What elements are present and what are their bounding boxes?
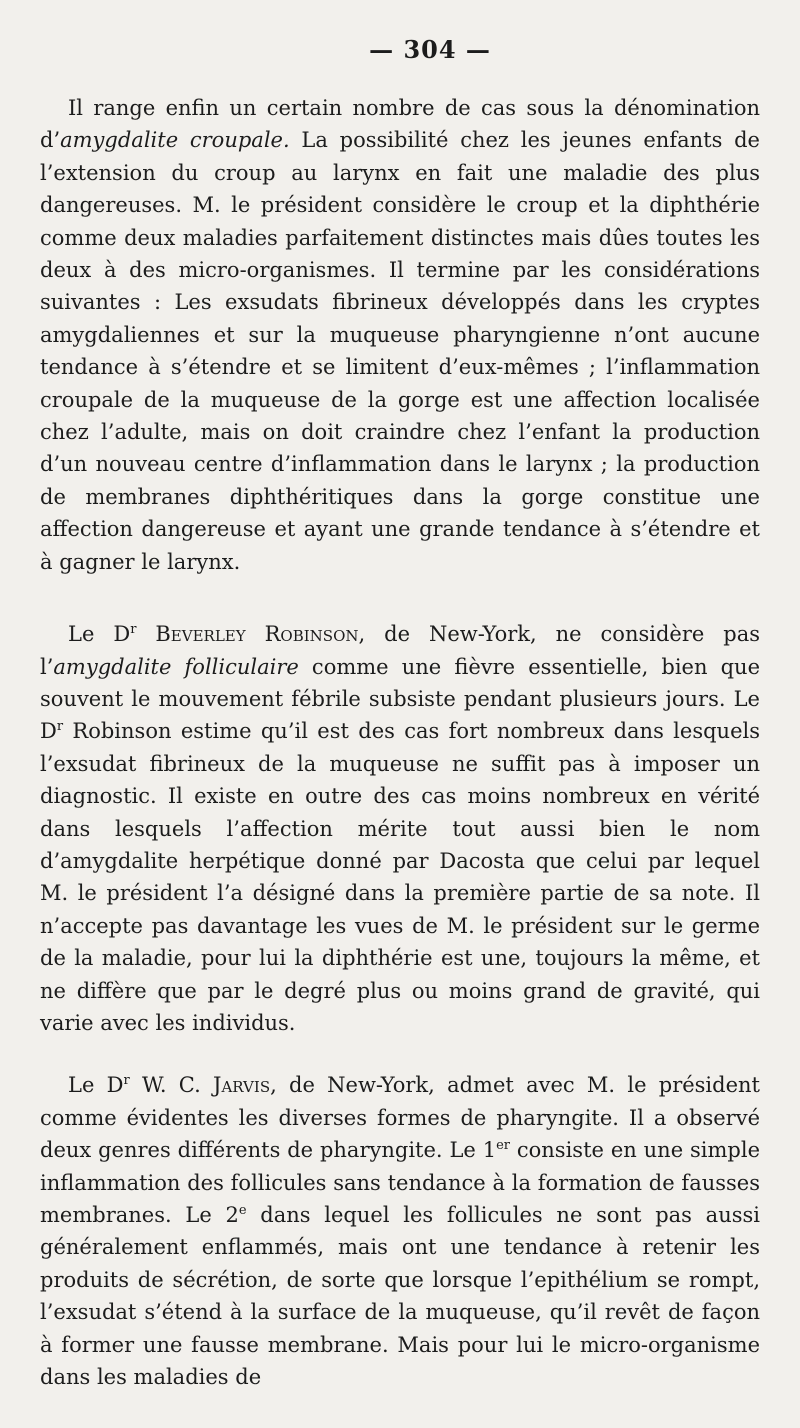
paragraph-3-text-d: dans lequel les follicules ne sont pas aussi généralement enflammés, mais ont une tendance à retenir les produits de sécrétion, de sorte que lorsque l’epithélium se rompt, l’exsudat s’étend à la surface de la muqueuse, qu’il revêt de façon à former une fausse membrane. Mais pour lui le micro-organisme dans les maladies de (40, 1203, 760, 1390)
paragraph-3-sup-b: er (496, 1138, 510, 1154)
paragraph-1-text-a: Il range enfin un certain nombre de cas sous la dénomination d’ (40, 96, 760, 153)
paragraph-3-sup-c: e (238, 1203, 247, 1218)
paragraph-spacer (40, 578, 760, 618)
paragraph-1-italic-term: amygdalite croupale. (60, 128, 290, 153)
paragraph-1 (40, 92, 760, 578)
paragraph-2-text-c: comme une fièvre essentielle, bien que souvent le mouvement fébrile subsiste pendant plusieurs jours. Le D (40, 654, 761, 744)
paragraph-2-text-b: , de New-York, ne considère pas l’ (40, 622, 761, 679)
paragraph-3 (40, 1069, 760, 1393)
paragraph-3-text-c: consiste en une simple inflammation des follicules sans tendance à la formation de fausses membranes. Le 2 (40, 1138, 760, 1227)
paragraph-3-author-name: W. C. Jarvis (141, 1073, 271, 1098)
paragraph-3-text-a: Le D (68, 1073, 124, 1098)
paragraph-2-sup-b: r (56, 719, 64, 735)
paragraph-2-italic-term: amygdalite folliculaire (53, 654, 299, 679)
paragraph-2-sup-a: r (130, 622, 137, 638)
paragraph-spacer (40, 1039, 760, 1069)
paragraph-2-text-a: Le D (68, 622, 131, 647)
paragraph-2-author-name: Beverley Robinson (155, 622, 359, 647)
paragraph-2-text-d: Robinson estime qu’il est des cas fort nombreux dans lesquels l’exsudat fibrineux de la muqueuse ne suffit pas à imposer un diagnostic. Il existe en outre des cas moins nombreux en vérité dans lesquels l’affection mérite tout aussi bien le nom d’amygdalite herpétique donné par Dacosta que celui par lequel M. le président l’a désigné dans la première partie de sa note. Il n’accepte pas davantage les vues de M. le président sur le germe de la maladie, pour lui la diphthérie est une, toujours la même, et ne diffère que par le degré plus ou moins grand de gravité, qui varie avec les individus. (40, 719, 760, 1035)
paragraph-3-sup-a: r (123, 1073, 130, 1089)
page-number: — 304 — (369, 35, 491, 64)
paragraph-3-text-b: , de New-York, admet avec M. le président comme évidentes les diverses formes de pharyngite. Il a observé deux genres différents de pharyngite. Le 1 (40, 1073, 760, 1163)
paragraph-2 (40, 618, 760, 1039)
paragraph-1-text-b: La possibilité chez les jeunes enfants de l’extension du croup au larynx en fait une maladie des plus dangereuses. M. le président considère le croup et la diphthérie comme deux maladies parfaitement distinctes mais dûes toutes les deux à des micro-organismes. Il termine par les considérations suivantes : Les exsudats fibrineux développés dans les cryptes amygdaliennes et sur la muqueuse pharyngienne n’ont aucune tendance à s’étendre et se limitent d’eux-mêmes ; l’inflammation croupale de la muqueuse de la gorge est une affection localisée chez l’adulte, mais on doit craindre chez l’enfant la production d’un nouveau centre d’inflammation dans le larynx ; la production de membranes diphthéritiques dans la gorge constitue une affection dangereuse et ayant une grande tendance à s’étendre et à gagner le larynx. (40, 128, 760, 574)
